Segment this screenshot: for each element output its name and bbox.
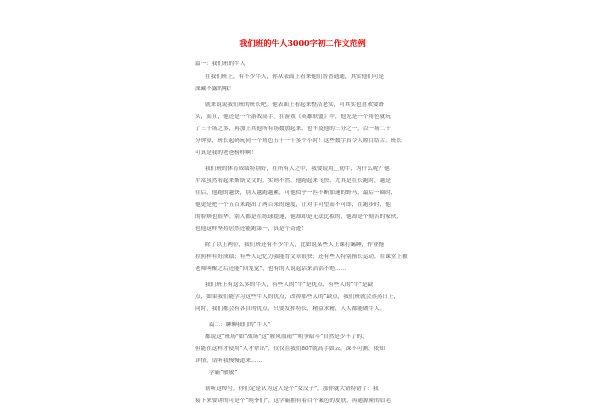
text-line: 在我们班上，有不少牛人，你从表面上看来他们普普通通，其实他们可是 [205,74,385,80]
text-line: 除了以上两位，我们班还有不少牛人，比如说某些人上课打瞌睡，作业拖 [205,242,385,248]
text-line: 就来说说我们班的班长吧。他表面上看起来整洁老实，可其实也喜欢耍滑 [205,102,385,108]
text-line: 老师叫醒之后还能“回笼觉”，也有的人说起话来滔滔不绝…… [195,266,347,272]
text-line: 接下来要讲的可是个“纯爷们”，这学霸拥有着白个案色的皮肤，再通源密的眉毛 [195,398,391,404]
text-line: 也他这样坚持居然还能跑第一，真是个奇迹！ [195,226,307,232]
text-line: 可真是我的老爸榜样啊！ [195,150,257,156]
text-line: 了三千场之多，再加上其他所有场数加起来，也不及他的三分之一，以一场二十 [195,126,391,132]
text-line: 都说这“班场”如“战场”这“腥风血雨”“明争暗斗”自然是少不了的， [205,334,368,340]
text-line: 深藏不露的哦！ [195,86,235,92]
text-line: 同时，我们都会有各自的优点，只要发挥特长，精益求精，人人都能做牛人。 [195,306,386,312]
text-line: 我们班的体育成绩特别好，在所有人之中，我要说用＿韧牛，为什么呢？他 [205,166,390,172]
text-line: 平常虽然看起来斯斯文文的，实则不然。他跑起来飞快，尤其是在长跑时，越是 [195,178,391,184]
text-line: 我们班上有这么多的牛人，有些人的“牛”是优点，有些人的“牛”是缺 [205,282,374,288]
text-line: 头，而且，他还是一个游戏高手。在游戏《英雄联盟》中，他光是一个角色就玩 [195,114,391,120]
section-heading: 篇一：我们班的牛人 [195,61,246,67]
document-title: 我们班的牛人3000字初二作文范例 [239,38,366,48]
text-line: 但能在这样才使用“人才辈出”，仅仅在我们807就高手如云，深不可测，依知 [195,346,385,352]
text-line: 学霸“敏敏” [209,370,238,376]
text-line: 分钟算，班长起码玩同一个角色五千一千多个小时！这些数字真令人瞠目结舌。班长 [195,138,402,144]
section-heading: 篇二：聊聊我们的“牛人” [209,322,271,328]
text-line: 点，如果我们能学习这些牛人的优点，改掉那些人的“缺点，我们班就会蒸蒸日上， [195,294,400,300]
text-line: 的脸颊也很华。别人都是在练球提速，他却却是无法比拟的，他却是个刻苦的家伙， [195,214,402,220]
text-line: 往后，他跑的越快，别人越跑越累，可他似乎一匹不断加速的野马，最后一圈时， [195,190,397,196]
text-line: 拉照样有好成绩；有些人记忆力强能背文章很快；还有些人特别擅长运动，在课堂上被 [195,254,408,260]
text-line: 初听这绰号，你们定是认为这人是个“女汉子”，那你就大错特错了：我 [205,386,379,392]
text-line: 详情，请听我慢慢道来…… [195,358,263,364]
text-line: 他更是把一个五百米跑出了两百米的速度，让对手可望而不可即，在跑步时，他 [195,202,391,208]
